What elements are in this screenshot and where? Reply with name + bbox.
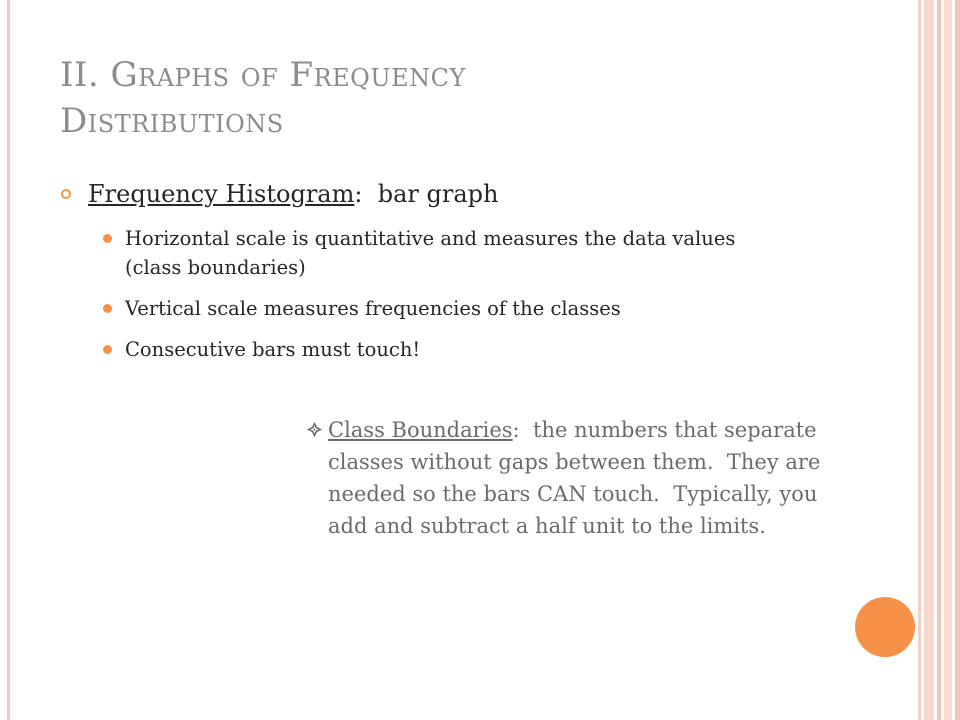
orange-circle-icon (855, 597, 915, 657)
right-stripe-decoration (918, 0, 960, 720)
diamond-bullet-icon (306, 421, 323, 438)
title-line-2-text: Distributions (60, 101, 284, 141)
note-text: : the numbers that separate classes without gaps between them. They are needed so the bars CAN touch. Typically, you add and subtract a half unit to the limits. (328, 418, 828, 538)
list-item (103, 224, 793, 282)
list-item (103, 335, 793, 364)
main-bullet-term: Frequency Histogram (88, 180, 355, 208)
title-line-1 (60, 52, 880, 98)
note-term: Class Boundaries (328, 418, 513, 442)
slide-title (60, 52, 880, 144)
note-block (306, 414, 826, 542)
sub-bullet-text: Consecutive bars must touch! (125, 338, 421, 361)
stripe (918, 0, 921, 720)
stripe (937, 0, 941, 720)
dot-bullet-icon (103, 234, 112, 243)
main-bullet-text (88, 178, 498, 210)
sub-bullet-text: Vertical scale measures frequencies of the classes (125, 297, 621, 320)
main-bullet-rest: : bar graph (354, 180, 499, 208)
stripe (944, 0, 952, 720)
dot-bullet-icon (103, 304, 112, 313)
left-border-decoration (7, 0, 10, 720)
title-line-1-text: II. Graphs of Frequency (60, 55, 466, 95)
title-line-2 (60, 98, 880, 144)
sub-bullet-text: Horizontal scale is quantitative and measures the data values (class boundaries) (125, 227, 736, 279)
stripe (924, 0, 934, 720)
sub-bullet-list (103, 224, 793, 376)
class-boundaries-note (306, 414, 826, 542)
ring-bullet-icon (61, 189, 71, 199)
stripe (955, 0, 960, 720)
list-item (103, 294, 793, 323)
dot-bullet-icon (103, 345, 112, 354)
